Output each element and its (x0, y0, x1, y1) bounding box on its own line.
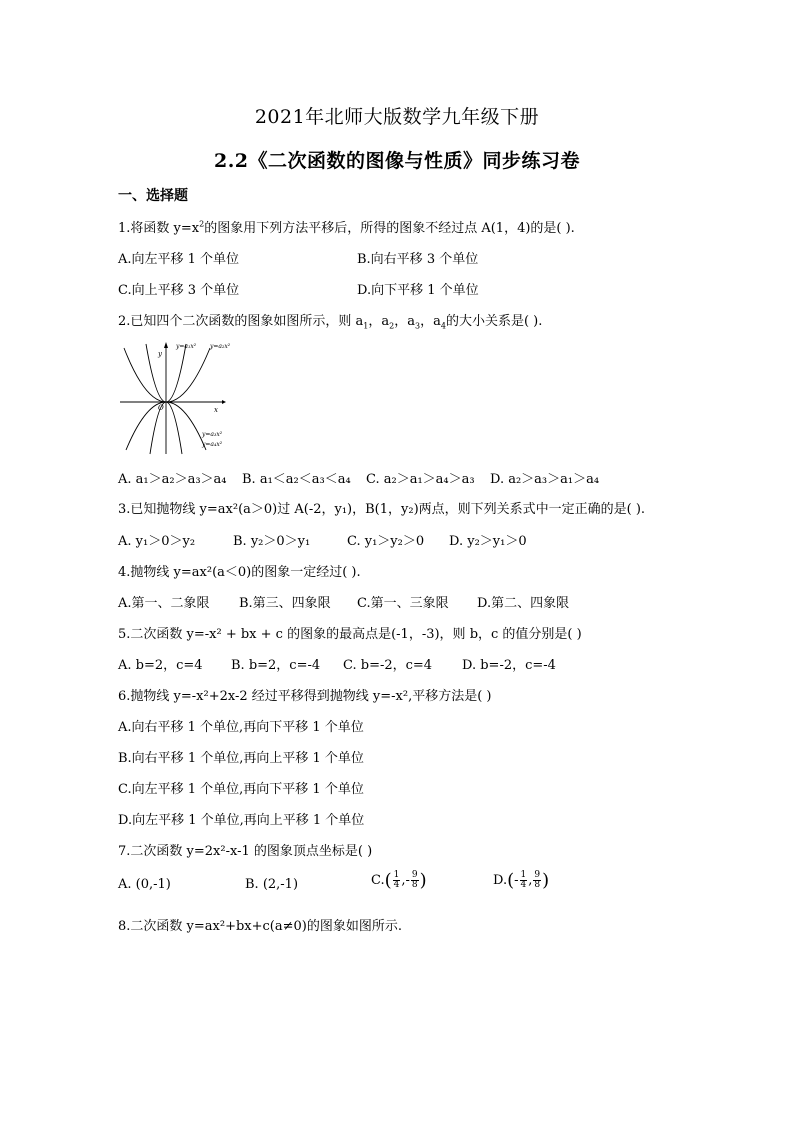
q5-option-c: C. b=-2，c=4 (343, 658, 433, 673)
q3-option-b: B. y₂＞0＞y₁ (233, 534, 311, 549)
section-heading: 一、选择题 (118, 188, 188, 204)
q5-option-b: B. b=2，c=-4 (231, 658, 321, 673)
q4-option-d: D.第二、四象限 (477, 596, 570, 611)
q3-option-c: C. y₁＞y₂＞0 (347, 534, 425, 549)
axis-y-label: y (158, 350, 162, 358)
q3-option-a: A. y₁＞0＞y₂ (118, 534, 196, 549)
axis-x-label: x (214, 406, 218, 414)
q7-option-a: A. (0,-1) (118, 877, 171, 892)
question-4: 4.抛物线 y=ax²(a＜0)的图象一定经过( ). (118, 565, 361, 580)
q6-option-a: A.向右平移 1 个单位,再向下平移 1 个单位 (118, 720, 364, 735)
label-a1: y=a₁x² (176, 343, 197, 350)
question-7: 7.二次函数 y=2x²-x-1 的图象顶点坐标是( ) (118, 844, 373, 859)
page-subtitle: 2.2《二次函数的图像与性质》同步练习卷 (213, 150, 581, 172)
q2-option-d: D. a₂＞a₃＞a₁＞a₄ (490, 472, 600, 487)
q1-option-b: B.向右平移 3 个单位 (357, 252, 479, 267)
origin-label: O (158, 404, 164, 412)
q1-option-d: D.向下平移 1 个单位 (357, 283, 479, 298)
q1-option-c: C.向上平移 3 个单位 (118, 283, 240, 298)
q2-option-a: A. a₁＞a₂＞a₃＞a₄ (118, 472, 227, 487)
q7-option-b: B. (2,-1) (245, 877, 299, 892)
parabola-a2 (124, 348, 210, 402)
q7-option-d: D.(- $\frac{1}{4}$ , $\frac{9}{8}$ ) (493, 870, 550, 891)
question-5: 5.二次函数 y=-x² + bx + c 的图象的最高点是(-1，-3)，则 b，c 的值分别是( ) (118, 627, 582, 642)
question-2: 2.已知四个二次函数的图象如图所示，则 $a_1$，$a_2$，$a_3$，$a_4$的大小关系是( ). (118, 314, 543, 331)
y-axis-arrow-icon (164, 342, 168, 348)
page-title: 2021年北师大版数学九年级下册 (254, 106, 540, 128)
q4-option-a: A.第一、二象限 (118, 596, 210, 611)
label-a4: y=a₄x² (202, 441, 223, 448)
q2-option-c: C. a₂＞a₁＞a₄＞a₃ (366, 472, 475, 487)
question-3: 3.已知抛物线 y=ax²(a＞0)过 A(-2，y₁)，B(1，y₂)两点，则下列关系式中一定正确的是( ). (118, 502, 646, 517)
q3-option-d: D. y₂＞y₁＞0 (449, 534, 527, 549)
q4-option-b: B.第三、四象限 (239, 596, 331, 611)
q2-option-b: B. a₁＜a₂＜a₃＜a₄ (242, 472, 351, 487)
question-8: 8.二次函数 y=ax²+bx+c(a≠0)的图象如图所示. (118, 919, 402, 934)
q6-option-b: B.向右平移 1 个单位,再向上平移 1 个单位 (118, 751, 364, 766)
parabola-graph-figure (118, 338, 242, 456)
x-axis-arrow-icon (222, 400, 226, 404)
q7-option-c: C.( $\frac{1}{4}$ ,- $\frac{9}{8}$ ) (371, 870, 427, 891)
q5-option-a: A. b=2，c=4 (118, 658, 203, 673)
q5-option-d: D. b=-2，c=-4 (462, 658, 556, 673)
question-6: 6.抛物线 y=-x²+2x-2 经过平移得到抛物线 y=-x²,平移方法是( ) (118, 689, 492, 704)
q6-option-c: C.向左平移 1 个单位,再向下平移 1 个单位 (118, 782, 364, 797)
label-a3: y=a₃x² (202, 431, 223, 438)
question-1: 1.将函数 $y=x^2$的图象用下列方法平移后，所得的图象不经过点 A(1，4)的是( ). (118, 219, 575, 236)
q4-option-c: C.第一、三象限 (357, 596, 449, 611)
q1-option-a: A.向左平移 1 个单位 (118, 252, 240, 267)
label-a2: y=a₂x² (210, 343, 231, 350)
q6-option-d: D.向左平移 1 个单位,再向上平移 1 个单位 (118, 813, 365, 828)
